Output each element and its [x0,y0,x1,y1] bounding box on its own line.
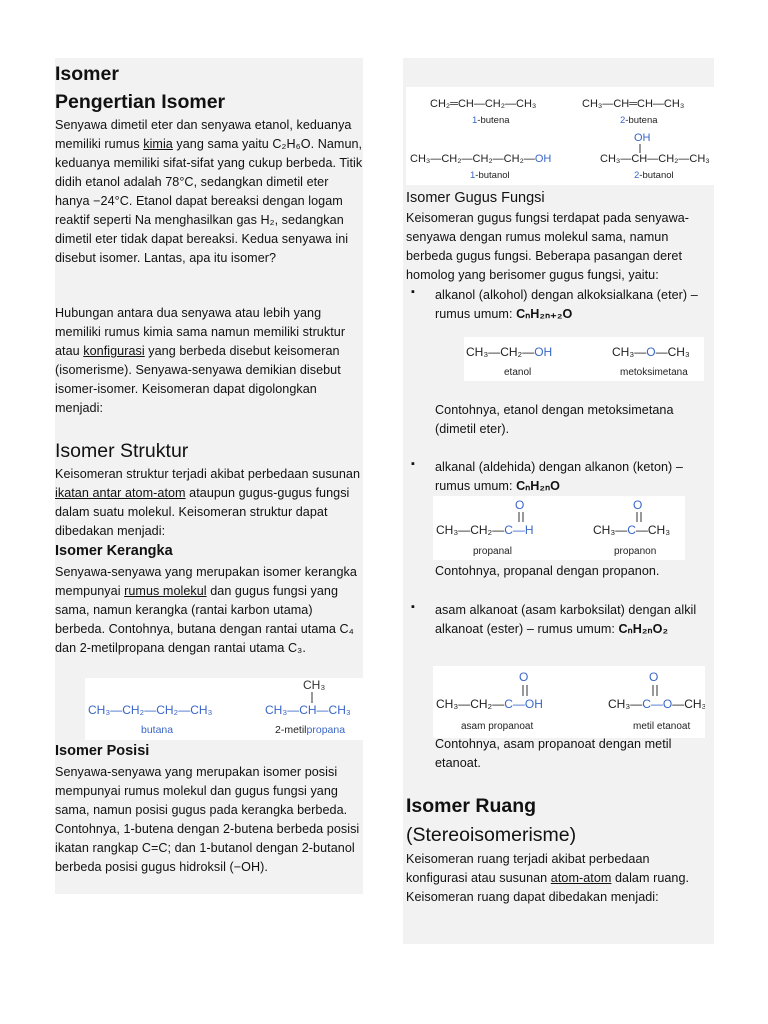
metil-etanoat-label: metil etanoat [633,721,691,732]
section-title-ruang: Isomer Ruang [406,795,537,817]
asam-alkanoat-text: asam alkanoat (asam karboksilat) dengan alkil alkanoat (ester) – rumus umum: CₙH₂ₙO₂ [435,603,697,636]
propanal-svg [433,496,685,560]
propanal-example: Contohnya, propanal dengan propanon. [435,564,660,578]
butena1-formula: CH₂═CH—CH₂—CH₃ [430,98,537,110]
propanal-figure [433,496,685,560]
butena-butanol-svg [406,87,714,185]
metoksimetana-formula: CH₃—O—CH₃ [612,345,690,359]
butena2-label: 2-butena [620,115,658,126]
butanol1-label: 1-butanol [470,170,510,181]
propanon-label: propanon [614,546,657,557]
struktur-paragraph: Keisomeran struktur terjadi akibat perbedaan susunan ikatan antar atom-atom ataupun gugus-gugus fungsi dalam suatu molekul. Keisomeran struktur dapat dibedakan menjadi: [55,467,361,538]
link-rumus-molekul[interactable]: rumus molekul [124,584,207,598]
butanol2-formula: CH₃—CH—CH₂—CH₃ [600,153,710,165]
butana-figure-svg [85,678,363,740]
section-subtitle-stereo: (Stereoisomerisme) [406,824,577,846]
metoksimetana-label: metoksimetana [620,367,688,378]
link-kimia[interactable]: kimia [143,137,173,151]
butanol1-formula: CH₃—CH₂—CH₂—CH₂—OH [410,153,552,165]
propanon-formula: CH₃—C—CH₃ [593,523,671,537]
etanol-formula: CH₃—CH₂—OH [466,345,553,359]
gugus-paragraph: Keisomeran gugus fungsi terdapat pada senyawa-senyawa dengan rumus molekul sama, namun berbeda gugus fungsi. Beberapa pasangan deret homolog yang berisomer gugus fungsi, yaitu: [406,211,690,282]
link-atom-atom[interactable]: atom-atom [550,871,612,885]
section-title-struktur: Isomer Struktur [55,440,189,462]
subsection-title-kerangka: Isomer Kerangka [55,543,173,559]
propanal-formula: CH₃—CH₂—C—H [436,523,534,537]
bullet-icon: ▪ [411,601,415,613]
butanol2-label: 2-butanol [634,170,674,181]
aldehyde-oxygen: O [515,498,525,512]
right-column [403,58,714,944]
bullet-icon: ▪ [411,286,415,298]
link-ikatan[interactable]: ikatan antar atom-atom [55,486,186,500]
subsection-title-gugus-fungsi: Isomer Gugus Fungsi [406,190,545,206]
etanol-figure [464,337,704,381]
hydroxyl-branch: OH [634,132,651,144]
acid-oxygen: O [519,670,529,684]
page-title: Isomer [55,63,119,85]
etanol-example: Contohnya, etanol dengan metoksimetana (dimetil eter). [435,403,674,436]
ketone-oxygen: O [633,498,643,512]
left-column [55,58,363,894]
kerangka-paragraph: Senyawa-senyawa yang merupakan isomer kerangka mempunyai rumus molekul dan gugus fungsi yang sama, namun kerangka (rantai karbon utama) berbeda. Contohnya, butana dengan rantai utama C₄ dan 2-metilpropana dengan rantai utama C₃. [55,565,357,655]
ester-oxygen: O [649,670,659,684]
butena1-label: 1-butena [472,115,510,126]
butana-figure [85,678,363,740]
butana-label: butana [141,724,174,736]
bullet-icon: ▪ [411,458,415,470]
metil-etanoat-formula: CH₃—C—O—CH₃ [608,697,705,711]
alkanal-text: alkanal (aldehida) dengan alkanon (keton) – rumus umum: CₙH₂ₙO [435,460,683,493]
asam-propanoat-formula: CH₃—CH₂—C—OH [436,697,543,711]
alkanol-text: alkanol (alkohol) dengan alkoksialkana (eter) – rumus umum: CₙH₂ₙ₊₂O [435,288,698,321]
relation-paragraph: Hubungan antara dua senyawa atau lebih yang memiliki rumus kimia sama namun memiliki struktur atau konfigurasi yang berbeda disebut keisomeran (isomerisme). Senyawa-senyawa demikian disebut isomer-isomer. Keisomeran dapat digolongkan menjadi: [55,306,346,415]
etanol-label: etanol [504,367,532,378]
ester-figure [433,666,705,738]
ester-example: Contohnya, asam propanoat dengan metil etanoat. [435,737,672,770]
link-konfigurasi[interactable]: konfigurasi [83,344,145,358]
metilpropana-label: 2-metilpropana [275,724,346,736]
butena2-formula: CH₃—CH═CH—CH₃ [582,98,685,110]
ruang-paragraph: Keisomeran ruang terjadi akibat perbedaan konfigurasi atau susunan atom-atom dalam ruang. Keisomeran ruang dapat dibedakan menjadi: [406,852,690,904]
section-title-pengertian: Pengertian Isomer [55,91,226,113]
butena-butanol-figure [406,87,714,185]
butana-formula: CH₃—CH₂—CH₂—CH₃ [88,703,213,717]
title-block [55,60,363,116]
propanal-label: propanal [473,546,512,557]
asam-propanoat-label: asam propanoat [461,721,534,732]
metilpropana-formula: CH₃—CH—CH₃ [265,703,351,717]
methyl-branch: CH₃ [303,678,326,692]
etanol-svg [464,337,704,381]
intro-paragraph: Senyawa dimetil eter dan senyawa etanol, keduanya memiliki rumus kimia yang sama yaitu C₂H₆O. Namun, keduanya memiliki sifat-sifat yang cukup berbeda. Titik didih etanol adalah 78°C, sedangkan dimetil eter hanya −24°C. Etanol dapat bereaksi dengan logam reaktif seperti Na menghasilkan gas H₂, sedangkan dimetil eter tidak dapat bereaksi. Kedua senyawa ini disebut isomer. Lantas, apa itu isomer? [55,118,363,265]
ester-svg [433,666,705,738]
subsection-title-posisi: Isomer Posisi [55,743,150,759]
posisi-paragraph: Senyawa-senyawa yang merupakan isomer posisi mempunyai rumus molekul dan gugus fungsi yang sama, namun posisi gugus pada kerangka berbeda. Contohnya, 1-butena dengan 2-butena berbeda posisi ikatan rangkap C=C; dan 1-butanol dengan 2-butanol berbeda posisi gugus hidroksil (−OH). [55,765,360,874]
